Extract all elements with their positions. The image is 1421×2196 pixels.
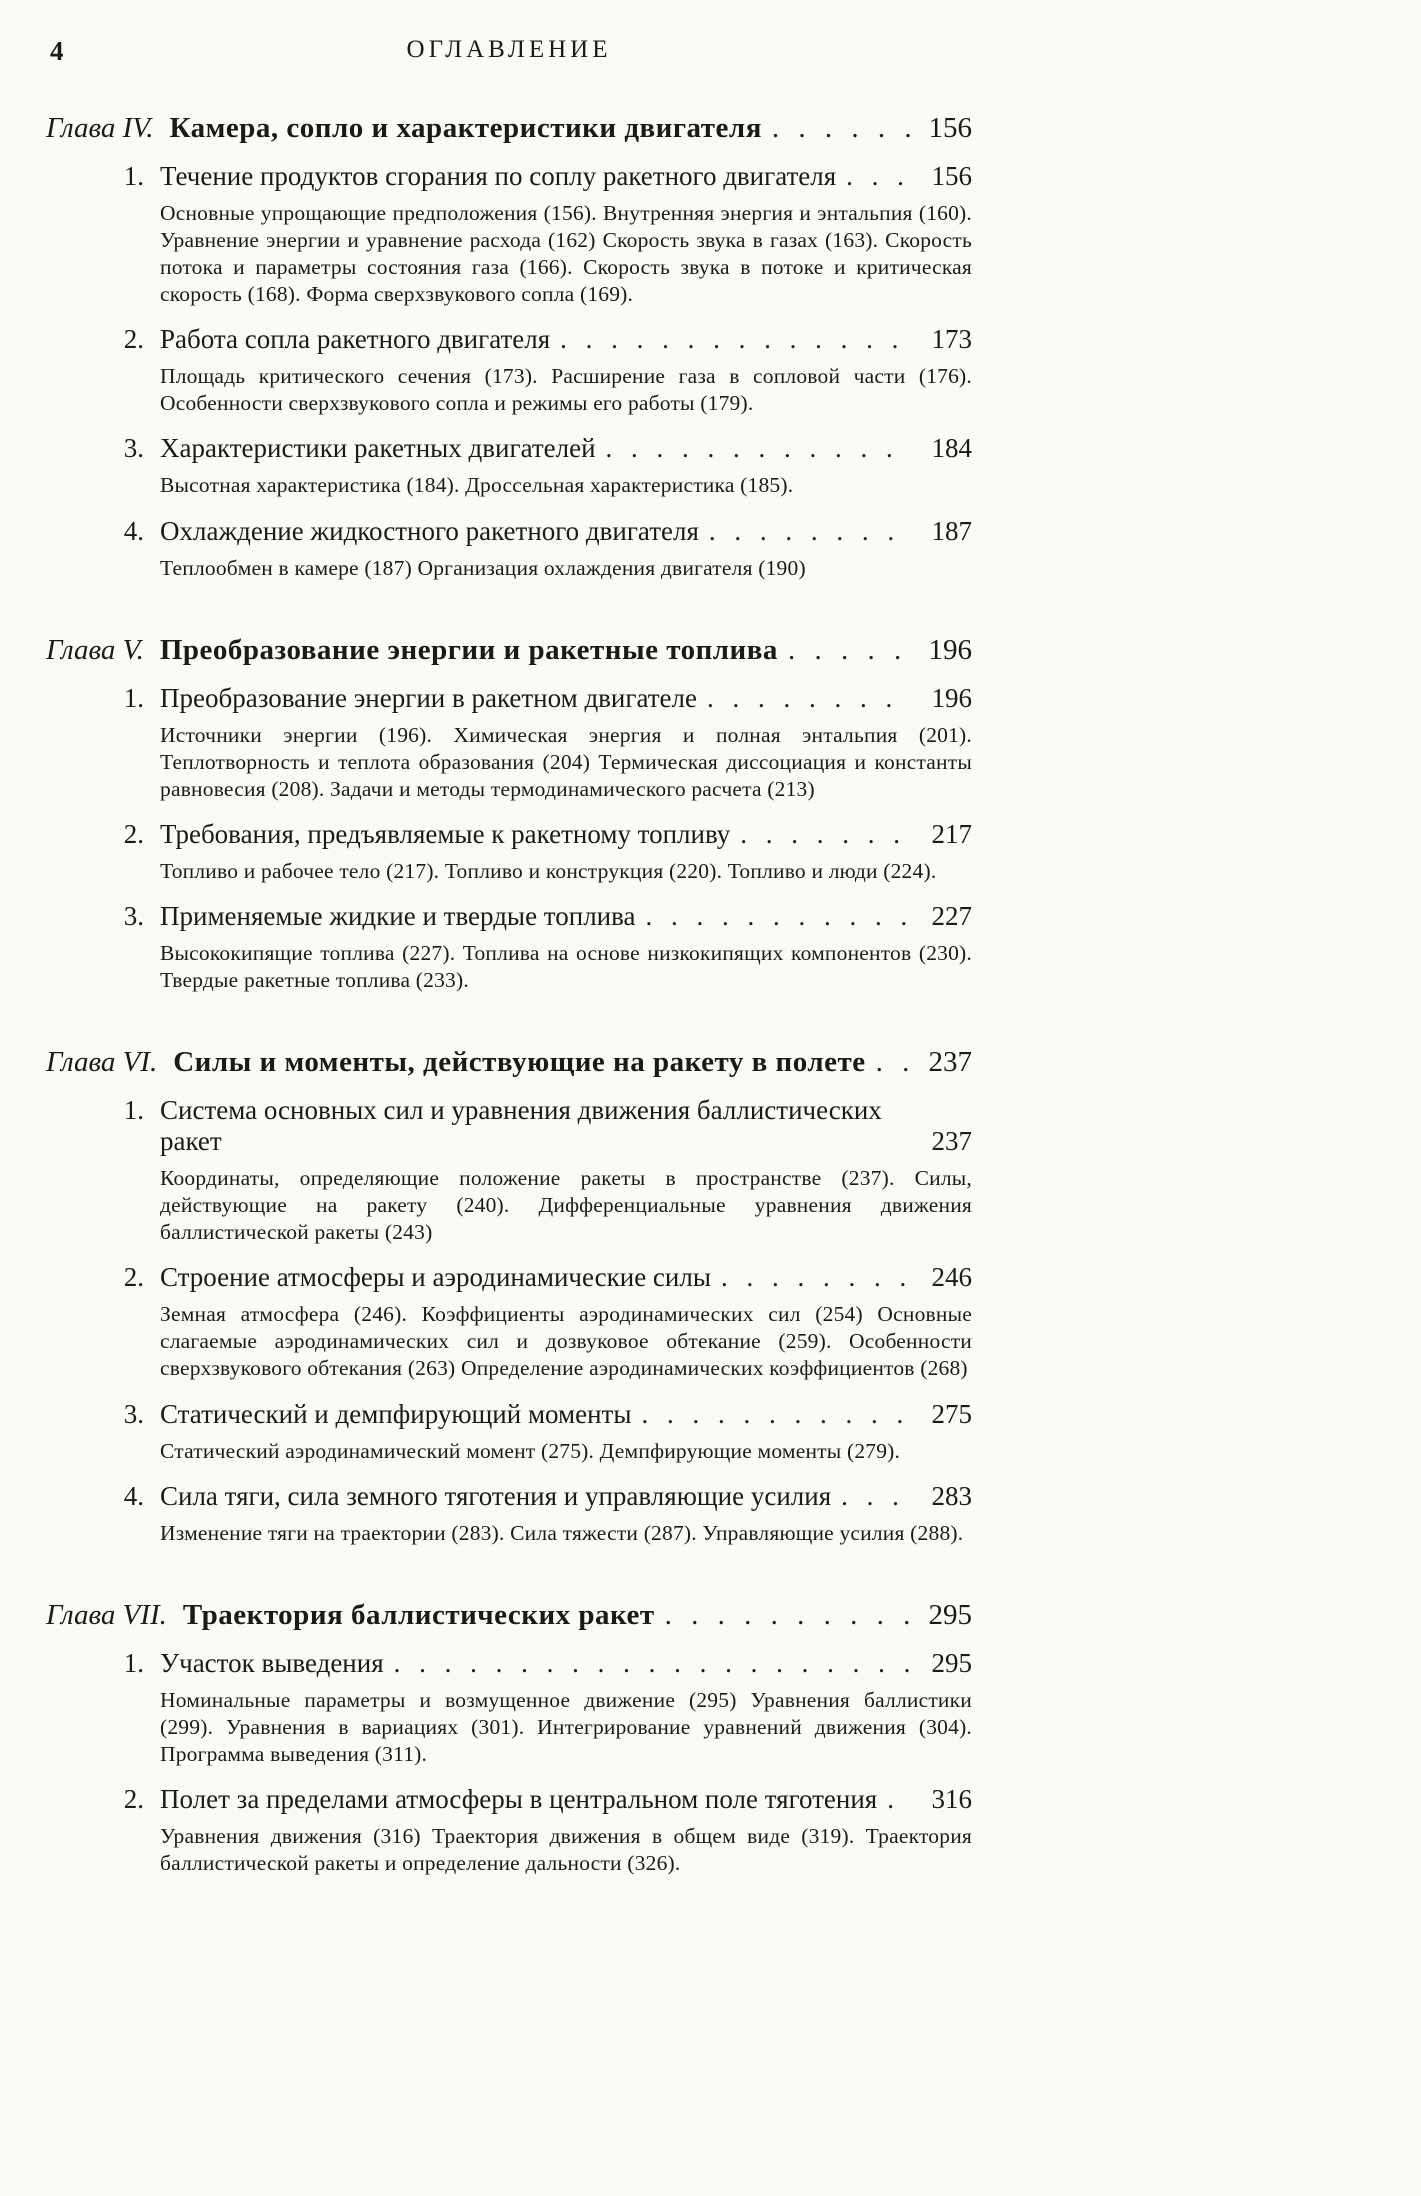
toc-entry [46, 1784, 972, 1877]
entry-page: 283 [931, 1480, 972, 1511]
dot-leader [655, 1599, 912, 1632]
entry-page: 173 [931, 324, 972, 355]
dot-leader [730, 819, 912, 850]
entry-page: 275 [931, 1398, 972, 1429]
chapter-heading-text [46, 634, 778, 667]
toc-entry [46, 324, 972, 417]
chapter-heading-text [46, 112, 762, 145]
entry-number: 3. [123, 900, 144, 931]
dot-leader [836, 161, 912, 192]
entry-number: 1. [123, 1095, 144, 1126]
toc-entry [46, 516, 972, 582]
chapter-title: Траектория баллистических ракет [182, 1598, 655, 1631]
page-heading: ОГЛАВЛЕНИЕ [406, 36, 612, 63]
entry-number: 1. [123, 161, 144, 191]
entry-number: 1. [123, 682, 144, 713]
entry-title: Статический и демпфирующий моменты [160, 1398, 632, 1429]
entry-page: 227 [931, 900, 972, 931]
toc-entry [46, 161, 972, 308]
entry-number: 2. [123, 324, 144, 355]
entry-page: 246 [931, 1262, 972, 1293]
dot-leader [778, 634, 912, 667]
chapter-section [46, 1046, 972, 1547]
entry-title: Система основных сил и уравнения движения баллистических ракет [160, 1095, 882, 1157]
entry-text [112, 1262, 711, 1293]
entry-page: 187 [931, 515, 972, 546]
entry-page: 237 [931, 1126, 972, 1157]
entry-row [46, 1262, 972, 1293]
entry-title: Требования, предъявляемые к ракетному топливу [160, 818, 731, 849]
entry-text [112, 324, 550, 355]
chapter-label: Глава VI. [46, 1046, 158, 1079]
entry-title: Охлаждение жидкостного ракетного двигателя [160, 515, 699, 546]
toc-entry [46, 819, 972, 885]
entry-title: Участок выведения [160, 1647, 384, 1678]
entry-title: Строение атмосферы и аэродинамические силы [160, 1262, 711, 1293]
entry-row [46, 433, 972, 464]
entry-description: Земная атмосфера (246). Коэффициенты аэродинамических сил (254) Основные слагаемые аэродинамических сил и дозвуковое обтекание (259). Особенности сверхзвукового обтекания (263) Определение аэродинамических коэффициентов (268) [160, 1302, 972, 1381]
entry-description: Основные упрощающие предположения (156). Внутренняя энергия и энтальпия (160). Уравнение энергии и уравнение расхода (162) Скорость звука в газах (163). Скорость потока и параметры состояния газа (166). Скорость звука в потоке и критическая скорость (168). Форма сверхзвукового сопла (169). [160, 201, 972, 307]
entry-text [112, 683, 697, 714]
entry-page: 295 [931, 1647, 972, 1678]
chapter-heading-row [46, 112, 972, 145]
chapter-heading-row [46, 1046, 972, 1079]
running-head [46, 36, 972, 72]
entry-number: 2. [123, 1783, 144, 1814]
chapter-heading-row [46, 1599, 972, 1632]
chapter-page: 196 [928, 633, 972, 666]
dot-leader [877, 1784, 912, 1815]
toc-entry [46, 1648, 972, 1768]
entry-page: 217 [931, 818, 972, 849]
entry-description: Площадь критического сечения (173). Расширение газа в сопловой части (176). Особенности сверхзвукового сопла и режимы его работы (179). [160, 364, 972, 416]
dot-leader [866, 1046, 912, 1079]
entry-row [46, 1648, 972, 1679]
entry-page: 196 [931, 682, 972, 713]
dot-leader [711, 1262, 912, 1293]
toc-entry [46, 901, 972, 994]
entry-text [112, 819, 730, 850]
chapter-label: Глава VII. [46, 1598, 167, 1631]
toc-entry [46, 1262, 972, 1382]
dot-leader [384, 1648, 912, 1679]
entry-title: Течение продуктов сгорания по соплу ракетного двигателя [160, 161, 837, 191]
entry-title: Характеристики ракетных двигателей [160, 433, 596, 464]
chapter-page: 237 [928, 1046, 972, 1079]
chapter-section [46, 112, 972, 582]
entry-text [112, 1481, 831, 1512]
chapter-label: Глава V. [46, 633, 144, 666]
entry-row [46, 1095, 972, 1157]
entry-description: Топливо и рабочее тело (217). Топливо и конструкция (220). Топливо и люди (224). [160, 858, 937, 883]
entry-text [112, 901, 636, 932]
toc-entry [46, 1095, 972, 1246]
chapter-entries [46, 1095, 972, 1547]
entry-row [46, 1481, 972, 1512]
entry-description: Координаты, определяющие положение ракеты в пространстве (237). Силы, действующие на ракету (240). Дифференциальные уравнения движения баллистической ракеты (243) [160, 1166, 972, 1245]
entry-text [112, 1095, 902, 1157]
chapter-entries [46, 1648, 972, 1877]
chapter-page: 156 [928, 112, 972, 144]
entry-text [112, 516, 699, 547]
entry-description: Изменение тяги на траектории (283). Сила тяжести (287). Управляющие усилия (288). [160, 1520, 964, 1545]
entry-number: 2. [123, 818, 144, 849]
toc-entry [46, 1399, 972, 1465]
entry-number: 4. [123, 515, 144, 546]
entry-text [112, 1648, 384, 1679]
chapter-page: 295 [928, 1598, 972, 1631]
entry-description: Источники энергии (196). Химическая энергия и полная энтальпия (201). Теплотворность и теплота образования (204) Термическая диссоциация и константы равновесия (208). Задачи и методы термодинамического расчета (213) [160, 722, 972, 801]
entry-title: Преобразование энергии в ракетном двигателе [160, 682, 697, 713]
dot-leader [762, 112, 912, 145]
chapter-heading-text [46, 1599, 655, 1632]
dot-leader [831, 1481, 912, 1512]
entry-number: 3. [123, 433, 144, 464]
entry-description: Теплообмен в камере (187) Организация охлаждения двигателя (190) [160, 555, 806, 580]
toc-entry [46, 433, 972, 499]
entry-text [112, 161, 836, 192]
chapter-section [46, 634, 972, 994]
entry-description: Высотная характеристика (184). Дроссельная характеристика (185). [160, 473, 794, 498]
entry-row [46, 1784, 972, 1815]
dot-leader [697, 683, 912, 714]
entry-description: Высококипящие топлива (227). Топлива на основе низкокипящих компонентов (230). Твердые ракетные топлива (233). [160, 940, 972, 993]
toc-entry [46, 683, 972, 803]
entry-row [46, 324, 972, 355]
entry-row [46, 683, 972, 714]
chapter-heading-row [46, 634, 972, 667]
entry-description: Статический аэродинамический момент (275). Демпфирующие моменты (279). [160, 1438, 901, 1463]
chapter-heading-text [46, 1046, 866, 1079]
entry-text [112, 1399, 632, 1430]
entry-row [46, 819, 972, 850]
entry-text [112, 433, 596, 464]
dot-leader [596, 433, 912, 464]
entry-row [46, 161, 972, 192]
entry-number: 1. [123, 1647, 144, 1678]
dot-leader [699, 516, 912, 547]
entry-text [112, 1784, 877, 1815]
chapter-title: Силы и моменты, действующие на ракету в полете [173, 1046, 866, 1079]
entry-description: Уравнения движения (316) Траектория движения в общем виде (319). Траектория баллистической ракеты и определение дальности (326). [160, 1823, 972, 1876]
chapter-entries [46, 683, 972, 994]
dot-leader [632, 1399, 913, 1430]
page-number: 4 [50, 36, 64, 66]
entry-number: 4. [123, 1480, 144, 1511]
dot-leader [902, 1126, 912, 1157]
entry-number: 2. [123, 1262, 144, 1293]
chapter-entries [46, 161, 972, 582]
entry-description: Номинальные параметры и возмущенное движение (295) Уравнения баллистики (299). Уравнения в вариациях (301). Интегрирование уравнений движения (304). Программа выведения (311). [160, 1687, 972, 1766]
entry-page: 316 [931, 1783, 972, 1814]
entry-title: Применяемые жидкие и твердые топлива [160, 900, 636, 931]
entry-title: Работа сопла ракетного двигателя [160, 324, 551, 355]
entry-row [46, 1399, 972, 1430]
dot-leader [636, 901, 913, 932]
toc-entry [46, 1481, 972, 1547]
chapter-label: Глава IV. [46, 112, 154, 144]
dot-leader [550, 324, 912, 355]
entry-row [46, 516, 972, 547]
chapter-title: Камера, сопло и характеристики двигателя [169, 112, 762, 144]
table-of-contents [46, 112, 972, 1877]
entry-page: 184 [931, 433, 972, 464]
chapter-title: Преобразование энергии и ракетные топлива [159, 633, 778, 666]
entry-title: Полет за пределами атмосферы в центральном поле тяготения [160, 1783, 878, 1814]
entry-number: 3. [123, 1398, 144, 1429]
entry-title: Сила тяги, сила земного тяготения и управляющие усилия [160, 1480, 832, 1511]
entry-page: 156 [931, 161, 972, 191]
chapter-section [46, 1599, 972, 1877]
entry-row [46, 901, 972, 932]
